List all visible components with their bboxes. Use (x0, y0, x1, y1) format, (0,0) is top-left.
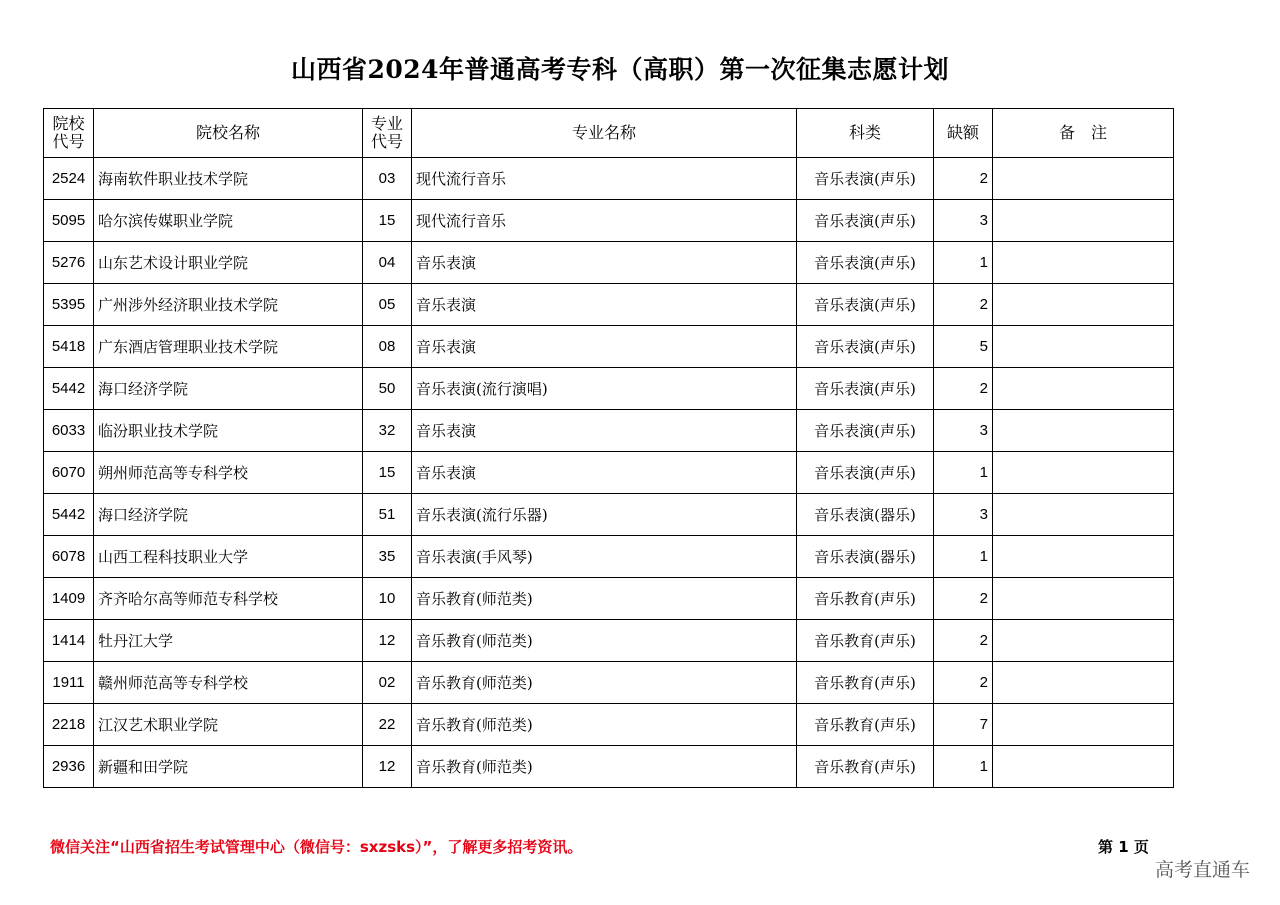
cell-major-code: 15 (363, 200, 412, 242)
cell-vacancies: 3 (934, 494, 993, 536)
cell-major-code: 10 (363, 578, 412, 620)
cell-school-name: 海口经济学院 (94, 494, 363, 536)
table-row (44, 200, 1174, 242)
cell-remarks (993, 578, 1174, 620)
wechat-follow-note: 微信关注“山西省招生考试管理中心（微信号：sxzsks）”，了解更多招考资讯。 (50, 838, 583, 856)
cell-remarks (993, 494, 1174, 536)
cell-school-name: 哈尔滨传媒职业学院 (94, 200, 363, 242)
cell-vacancies: 2 (934, 620, 993, 662)
cell-category: 音乐教育(声乐) (797, 662, 934, 704)
table-row (44, 494, 1174, 536)
cell-vacancies: 2 (934, 284, 993, 326)
cell-major-code: 04 (363, 242, 412, 284)
header-major-name: 专业名称 (412, 109, 797, 158)
cell-remarks (993, 746, 1174, 788)
cell-category: 音乐表演(声乐) (797, 368, 934, 410)
header-category: 科类 (797, 109, 934, 158)
enrollment-plan-table (43, 108, 1174, 788)
table-header-row (44, 109, 1174, 158)
cell-major-name: 音乐表演 (412, 326, 797, 368)
cell-major-name: 音乐表演 (412, 410, 797, 452)
cell-major-name: 音乐表演 (412, 452, 797, 494)
cell-remarks (993, 452, 1174, 494)
cell-category: 音乐表演(声乐) (797, 284, 934, 326)
cell-school-code: 5442 (44, 494, 94, 536)
cell-category: 音乐表演(声乐) (797, 158, 934, 200)
header-major-code: 专业代号 (363, 109, 412, 158)
table-row (44, 746, 1174, 788)
table-row (44, 368, 1174, 410)
table-row (44, 326, 1174, 368)
watermark: 高考直通车 (1154, 859, 1250, 881)
cell-major-code: 02 (363, 662, 412, 704)
cell-major-code: 15 (363, 452, 412, 494)
cell-remarks (993, 620, 1174, 662)
cell-category: 音乐表演(器乐) (797, 536, 934, 578)
cell-school-name: 朔州师范高等专科学校 (94, 452, 363, 494)
cell-major-name: 音乐表演(手风琴) (412, 536, 797, 578)
cell-category: 音乐表演(声乐) (797, 410, 934, 452)
table-row (44, 242, 1174, 284)
cell-remarks (993, 284, 1174, 326)
header-school-code: 院校代号 (44, 109, 94, 158)
cell-school-code: 1409 (44, 578, 94, 620)
cell-major-code: 32 (363, 410, 412, 452)
cell-vacancies: 2 (934, 158, 993, 200)
cell-major-code: 03 (363, 158, 412, 200)
cell-school-code: 6078 (44, 536, 94, 578)
cell-major-name: 音乐表演 (412, 242, 797, 284)
cell-vacancies: 5 (934, 326, 993, 368)
cell-category: 音乐教育(声乐) (797, 746, 934, 788)
table-row (44, 662, 1174, 704)
cell-vacancies: 3 (934, 410, 993, 452)
header-school-name: 院校名称 (94, 109, 363, 158)
cell-major-name: 音乐教育(师范类) (412, 704, 797, 746)
cell-major-name: 音乐表演 (412, 284, 797, 326)
cell-school-code: 5395 (44, 284, 94, 326)
cell-major-code: 08 (363, 326, 412, 368)
cell-school-code: 6033 (44, 410, 94, 452)
cell-school-name: 海口经济学院 (94, 368, 363, 410)
cell-school-name: 齐齐哈尔高等师范专科学校 (94, 578, 363, 620)
cell-remarks (993, 158, 1174, 200)
cell-major-name: 音乐教育(师范类) (412, 578, 797, 620)
table-row (44, 578, 1174, 620)
page-number: 第 1 页 (1098, 838, 1149, 856)
table-body (44, 158, 1174, 788)
cell-major-name: 音乐教育(师范类) (412, 746, 797, 788)
header-remarks: 备 注 (993, 109, 1174, 158)
cell-vacancies: 2 (934, 368, 993, 410)
cell-major-code: 22 (363, 704, 412, 746)
cell-school-code: 1414 (44, 620, 94, 662)
cell-category: 音乐表演(声乐) (797, 326, 934, 368)
cell-remarks (993, 410, 1174, 452)
table-row (44, 284, 1174, 326)
cell-remarks (993, 242, 1174, 284)
cell-major-code: 12 (363, 746, 412, 788)
cell-vacancies: 2 (934, 662, 993, 704)
cell-vacancies: 1 (934, 242, 993, 284)
cell-remarks (993, 704, 1174, 746)
table-row (44, 452, 1174, 494)
cell-vacancies: 1 (934, 452, 993, 494)
cell-school-name: 新疆和田学院 (94, 746, 363, 788)
cell-school-code: 6070 (44, 452, 94, 494)
cell-school-code: 5276 (44, 242, 94, 284)
cell-school-name: 赣州师范高等专科学校 (94, 662, 363, 704)
cell-school-code: 5095 (44, 200, 94, 242)
cell-category: 音乐教育(声乐) (797, 620, 934, 662)
cell-school-name: 山东艺术设计职业学院 (94, 242, 363, 284)
cell-category: 音乐表演(器乐) (797, 494, 934, 536)
cell-major-name: 现代流行音乐 (412, 200, 797, 242)
table-row (44, 704, 1174, 746)
table-row (44, 410, 1174, 452)
cell-vacancies: 2 (934, 578, 993, 620)
cell-school-name: 海南软件职业技术学院 (94, 158, 363, 200)
cell-remarks (993, 326, 1174, 368)
cell-school-code: 2524 (44, 158, 94, 200)
header-vacancies: 缺额 (934, 109, 993, 158)
cell-vacancies: 7 (934, 704, 993, 746)
cell-major-code: 35 (363, 536, 412, 578)
cell-category: 音乐表演(声乐) (797, 242, 934, 284)
cell-school-code: 1911 (44, 662, 94, 704)
table-row (44, 536, 1174, 578)
cell-school-code: 5442 (44, 368, 94, 410)
cell-major-name: 音乐教育(师范类) (412, 662, 797, 704)
cell-school-code: 2936 (44, 746, 94, 788)
cell-school-code: 5418 (44, 326, 94, 368)
cell-vacancies: 1 (934, 536, 993, 578)
cell-major-code: 50 (363, 368, 412, 410)
cell-category: 音乐教育(声乐) (797, 578, 934, 620)
cell-remarks (993, 200, 1174, 242)
cell-school-name: 临汾职业技术学院 (94, 410, 363, 452)
cell-major-name: 现代流行音乐 (412, 158, 797, 200)
cell-school-name: 广东酒店管理职业技术学院 (94, 326, 363, 368)
cell-school-name: 江汉艺术职业学院 (94, 704, 363, 746)
cell-category: 音乐表演(声乐) (797, 200, 934, 242)
cell-school-code: 2218 (44, 704, 94, 746)
cell-vacancies: 3 (934, 200, 993, 242)
cell-school-name: 牡丹江大学 (94, 620, 363, 662)
cell-remarks (993, 536, 1174, 578)
cell-school-name: 广州涉外经济职业技术学院 (94, 284, 363, 326)
cell-major-code: 05 (363, 284, 412, 326)
cell-vacancies: 1 (934, 746, 993, 788)
cell-remarks (993, 368, 1174, 410)
cell-category: 音乐表演(声乐) (797, 452, 934, 494)
cell-major-name: 音乐表演(流行乐器) (412, 494, 797, 536)
cell-major-code: 51 (363, 494, 412, 536)
document-title: 山西省2024年普通高考专科（高职）第一次征集志愿计划 (290, 55, 950, 84)
cell-major-name: 音乐表演(流行演唱) (412, 368, 797, 410)
cell-major-code: 12 (363, 620, 412, 662)
cell-category: 音乐教育(声乐) (797, 704, 934, 746)
cell-major-name: 音乐教育(师范类) (412, 620, 797, 662)
cell-school-name: 山西工程科技职业大学 (94, 536, 363, 578)
cell-remarks (993, 662, 1174, 704)
table-row (44, 158, 1174, 200)
table-row (44, 620, 1174, 662)
